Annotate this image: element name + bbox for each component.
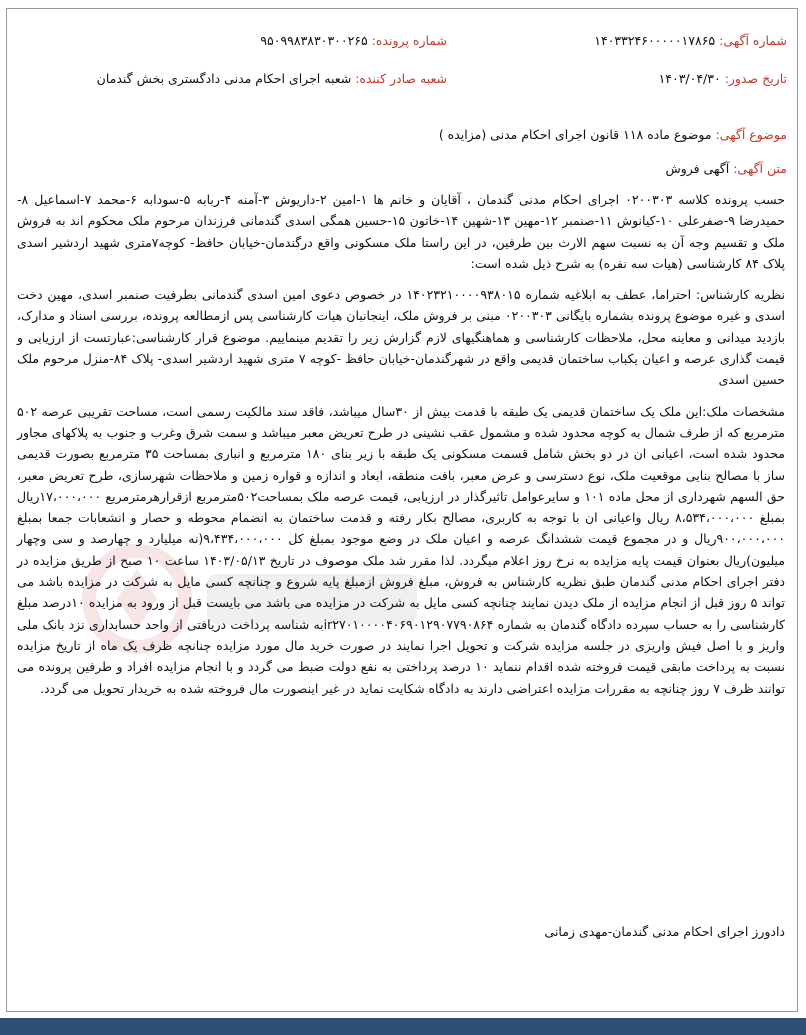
ad-document (6, 8, 798, 1012)
subject-value: موضوع ماده ۱۱۸ قانون اجرای احکام مدنی (مزایده ) (438, 127, 712, 142)
case-number-label: شماره پرونده: (371, 33, 447, 48)
body-paragraph-3: مشخصات ملک:این ملک یک ساختمان قدیمی یک طبقه با قدمت بیش از ۳۰سال میباشد، فاقد سند مالکیت رسمی است، مساحت تقریبی عرصه ۵۰۲ مترمربع که از طرف شمال به کوچه محدود شده و مشمول عقب نشینی در طرح تعریض معبر میباشد و سمت شرق وغرب و جنوب به پلاکهای مجاور محدود شده است، اعیانی ان در دو بخش شامل قسمت مسکونی یک طبقه با زیر بنای ۱۸۰ مترمربع و انباری بمساحت ۳۵ مترمربع بصورت قدیمی ساز با مصالح بنایی موقعیت ملک، نوع دسترسی و عرض معبر، بافت منطقه، ابعاد و اندازه و قواره زمین و ملاحظات شهرسازی، طرح تعریض معبر، حق السهم شهرداری از محل ماده ۱۰۱ و سایرعوامل تاثیرگذار در ارزیابی، قیمت عرصه ملک بمساحت۵۰۲مترمربع ازقرارهرمترمربع ۱۷،۰۰۰،۰۰۰ریال بمبلغ ۸،۵۳۴،۰۰۰،۰۰۰ ریال واعیانی ان با توجه به کاربری، مصالح بکار رفته و قدمت ساختمان به انضمام محوطه و حصار و انشعابات جمعا بمبلغ ۹۰۰،۰۰۰،۰۰۰ریال و در مجموع قیمت ششدانگ عرصه و اعیان ملک در وضع موجود بمبلغ کل ۹،۴۳۴،۰۰۰،۰۰۰(نه میلیارد و چهارصد و سی وچهار میلیون)ریال بعنوان قیمت پایه مزایده به نرخ روز اعلام میگردد. لذا مقرر شد ملک موصوف در تاریخ ۱۴۰۳/۰۵/۱۳ ساعت ۱۰ صبح از طریق مزایده در دفتر اجرای احکام مدنی گندمان طبق نظریه کارشناس به فروش، مبلغ فروش ازمبلغ پایه شروع و چنانچه کسی مایل به شرکت در مزایده باشد می تواند ۵ روز قبل از انجام مزایده از ملک دیدن نمایند چنانچه کسی مایل به شرکت در مزایده می باشد می بایست قبل از ورود به مزایده ۱۰درصد مبلغ کارشناسی را به حساب سپرده دادگاه گندمان به شماره ir۲۷۰۱۰۰۰۰۴۰۶۹۰۱۲۹۰۷۷۹۰۸۶۴به شناسه پرداخت دریافتی از واحد حسابداری نزد بانک ملی واریز و با اصل فیش واریزی در جلسه مزایده شرکت و تحویل اجرا نمایند در صورت خرید مال مورد مزایده چنانچه ظرف یک ماه از تاریخ مزایده نسبت به پرداخت مابقی قیمت فروخته شده اقدام ننماید ۱۰ درصد پرداختی به نفع دولت ضبط می گردد و با انجام مزایده افراد و طرفین پرونده می توانند ظرف ۷ روز چنانچه به مقررات مزایده اعتراضی دارند به دادگاه شکایت نماید در غیر اینصورت مال فروخته شده به خریدار تحویل می گردد. (17, 403, 786, 696)
issue-date-value: ۱۴۰۳/۰۴/۳۰ (658, 71, 721, 86)
subject-label: موضوع آگهی: (715, 127, 787, 142)
text-heading-value: آگهی فروش (665, 161, 730, 176)
signature: دادورز اجرای احکام مدنی گندمان-مهدی زمانی (544, 924, 785, 939)
issue-date-label: تاریخ صدور: (724, 71, 787, 86)
ad-number-label: شماره آگهی: (719, 33, 787, 48)
issue-date (659, 71, 787, 86)
body-paragraph-2: نظریه کارشناس: احتراما، عطف به ابلاغیه شماره ۱۴۰۲۳۲۱۰۰۰۰۹۳۸۰۱۵ در خصوص دعوی امین اسدی گندمانی بطرفیت صنمبر اسدی، مهین دخت اسدی و غیره موضوع پرونده بشماره بایگانی ۰۲۰۰۳۰۳ مبنی بر فروش ملک، اینجانبان هیات کارشناسی پس ازمطالعه پرونده، بررسی اسناد و مدارک، بازدید میدانی و معاینه محل، ملاحظات کارشناسی و هماهنگیهای لازم گزارش زیر را تقدیم مینماییم. موضوع قرار کارشناسی:عبارتست از ارزیابی و قیمت گذاری عرصه و اعیان یکباب ساختمان قدیمی واقع در شهرگندمان-خیابان حافظ -کوچه ۷ متری شهید اردشیر اسدی- پلاک ۸۴-منزل مرحوم ملک حسین اسدی (17, 287, 786, 388)
bottom-bar (0, 1018, 806, 1035)
issuing-branch-label: شعبه صادر کننده: (355, 71, 447, 86)
case-number (260, 33, 447, 48)
ad-subject (439, 127, 787, 142)
ad-text-heading (665, 161, 787, 176)
ad-number (594, 33, 787, 48)
case-number-value: ۹۵۰۹۹۸۳۸۳۰۳۰۰۲۶۵ (260, 33, 368, 48)
ad-body (17, 189, 785, 709)
issuing-branch (97, 71, 447, 86)
body-paragraph-1: حسب پرونده کلاسه ۰۲۰۰۳۰۳ اجرای احکام مدنی گندمان ، آقایان و خانم ها ۱-امین ۲-داریوش ۳-آمنه ۴-ربابه ۵-سودابه ۶-محمد ۷-اسماعیل ۸-حمیدرضا ۹-صفرعلی ۱۰-کیانوش ۱۱-صنمبر ۱۲-مهین ۱۳-شهین ۱۴-خاتون ۱۵-حسین همگی اسدی گندمانی فرزندان مرحوم ملک محکوم اند به فروش ملک و تقسیم وجه آن به نسبت سهم الارث بین طرفین، در این راستا ملک مسکونی واقع درگندمان-خیابان حافظ- کوچه۷متری شهید اردشیر اسدی پلاک ۸۴ کارشناسی (هیات سه نفره) به شرح ذیل شده است: (17, 192, 786, 271)
ad-number-value: ۱۴۰۳۳۲۴۶۰۰۰۰۰۱۷۸۶۵ (594, 33, 716, 48)
text-heading-label: متن آگهی: (733, 161, 787, 176)
issuing-branch-value: شعبه اجرای احکام مدنی دادگستری بخش گندمان (96, 71, 352, 86)
